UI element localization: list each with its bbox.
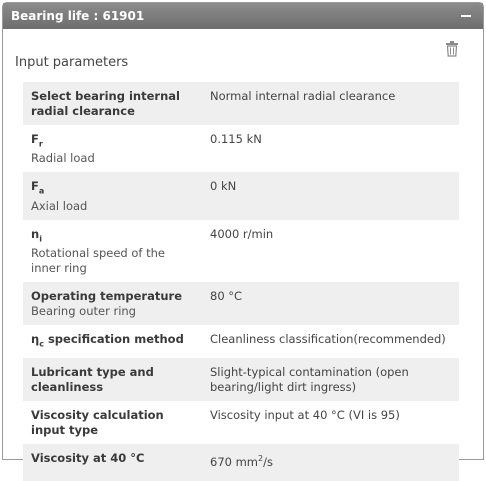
- row-symbol: n: [31, 226, 40, 241]
- row-sublabel: Axial load: [31, 198, 88, 213]
- value-main: 670 mm: [210, 454, 259, 469]
- row-label: Operating temperature: [31, 288, 182, 303]
- parameters-table: [23, 82, 459, 481]
- table-row: [23, 358, 459, 401]
- table-row: [23, 82, 459, 125]
- row-label: Select bearing internal radial clearance: [31, 89, 180, 118]
- row-value: 4000 r/min: [210, 226, 274, 241]
- row-value: 0 kN: [202, 172, 459, 219]
- row-value: [202, 444, 459, 481]
- row-label: Lubricant type and cleanliness: [31, 364, 154, 394]
- value-tail: /s: [263, 454, 273, 469]
- table-row: [23, 401, 459, 444]
- value-sup: 2: [258, 453, 264, 463]
- row-symbol-sub: i: [39, 233, 42, 243]
- row-symbol: F: [31, 179, 39, 194]
- table-row: [23, 172, 459, 219]
- bearing-life-panel: [2, 2, 484, 469]
- row-symbol-sub: r: [38, 139, 43, 149]
- table-row: [23, 282, 459, 325]
- row-value: Normal internal radial clearance: [202, 82, 459, 125]
- row-symbol: F: [31, 132, 39, 146]
- row-symbol-sub: c: [39, 339, 44, 349]
- row-sublabel: Radial load: [31, 151, 95, 166]
- table-row: [23, 125, 459, 172]
- panel-header[interactable]: [3, 3, 483, 29]
- row-symbol: η: [31, 331, 40, 346]
- row-value: Viscosity input at 40 °C (VI is 95): [210, 407, 400, 422]
- trash-icon[interactable]: [445, 41, 459, 57]
- row-value: Slight-typical contamination (open bearing/light dirt ingress): [202, 358, 459, 401]
- section-title: Input parameters: [15, 55, 129, 70]
- row-label-suffix: specification method: [43, 331, 184, 346]
- minus-icon[interactable]: [459, 3, 473, 29]
- row-value: Cleanliness classification(recommended): [210, 331, 446, 346]
- table-row: [23, 444, 459, 481]
- row-symbol-sub: a: [38, 186, 45, 196]
- row-value: 80 °C: [202, 282, 459, 325]
- row-sublabel: Rotational speed of the inner ring: [31, 245, 166, 275]
- panel-title: Bearing life : 61901: [11, 9, 145, 23]
- row-sublabel: Bearing outer ring: [31, 303, 136, 318]
- row-value: 0.115 kN: [210, 132, 262, 146]
- row-label: Viscosity at 40 °C: [31, 450, 145, 465]
- table-row: [23, 220, 459, 282]
- row-label: Viscosity calculation input type: [31, 407, 164, 437]
- table-row: [23, 325, 459, 358]
